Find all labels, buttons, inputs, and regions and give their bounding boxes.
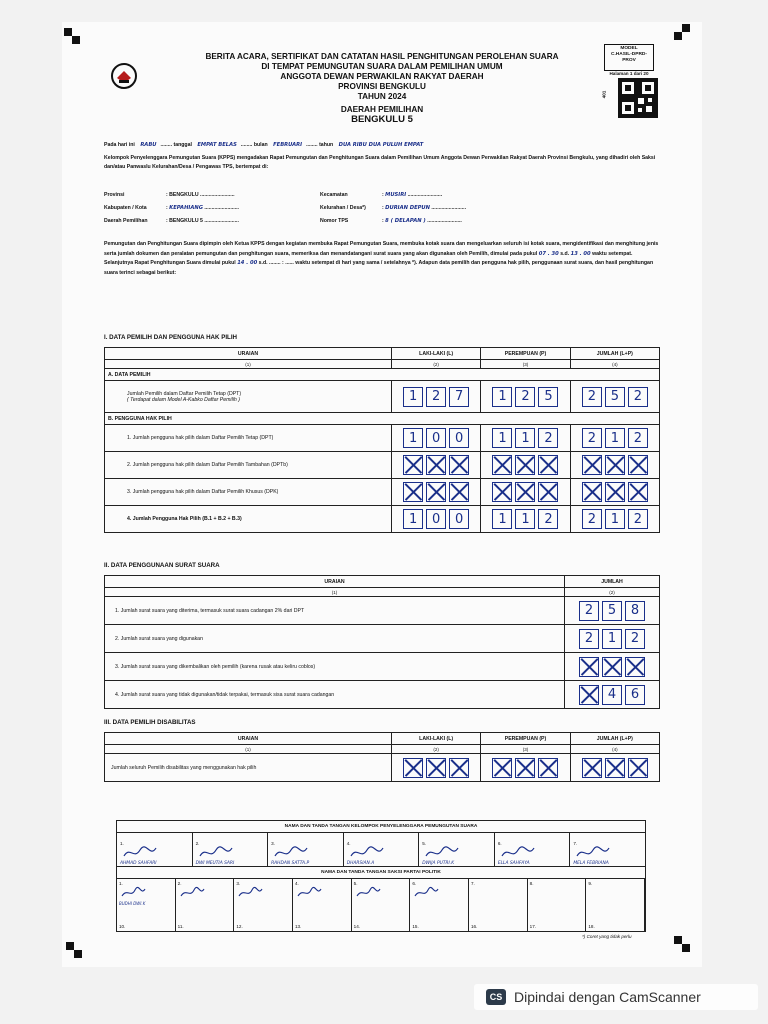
- saksi-number: 2.: [177, 881, 182, 886]
- digit-boxes: [395, 482, 477, 502]
- digit-box: 5: [538, 387, 558, 407]
- crossed-box: [426, 758, 446, 778]
- digit-boxes: [574, 455, 656, 475]
- kpps-signature-cell: 6. ELLA SAHFAYA: [494, 833, 570, 867]
- tps-value: 8 ( DELAPAN ): [385, 218, 426, 224]
- title-line-2: DI TEMPAT PEMUNGUTAN SUARA DALAM PEMILIHAN UMUM: [261, 62, 503, 71]
- saksi-number: 10.: [119, 924, 126, 929]
- group-a-label: A. DATA PEMILIH: [105, 369, 660, 381]
- saksi-number: 18.: [588, 924, 595, 929]
- dapil-heading: DAERAH PEMILIHAN: [340, 105, 424, 114]
- paragraph-mid-2: s.d. ........ : ......: [258, 260, 294, 266]
- saksi-signature-cell: [586, 879, 645, 931]
- col-jumlah: JUMLAH (L+P): [570, 348, 659, 360]
- section-1-title: I. DATA PEMILIH DAN PENGGUNA HAK PILIH: [104, 334, 238, 341]
- year-value: DUA RIBU DUA PULUH EMPAT: [338, 142, 424, 148]
- digit-boxes: [484, 482, 566, 502]
- digit-box: 2: [579, 629, 599, 649]
- digit-box: 2: [426, 387, 446, 407]
- digit-box: 4: [602, 685, 622, 705]
- digit-box: 1: [492, 509, 512, 529]
- col-num: (2): [565, 588, 660, 597]
- saksi-number: 17.: [529, 924, 537, 929]
- row-label: 4. Jumlah Pengguna Hak Pilih (B.1 + B.2 + B.3): [105, 506, 392, 533]
- digit-box: 2: [538, 509, 558, 529]
- kpps-signature-cell: 7. MELA FEBRIANA: [570, 833, 646, 867]
- crossed-box: [628, 758, 648, 778]
- corner-mark: [682, 24, 690, 32]
- saksi-grid: [117, 879, 646, 932]
- digit-boxes: [574, 758, 656, 778]
- crossed-box: [579, 685, 599, 705]
- digit-box: 1: [515, 509, 535, 529]
- digit-box: 2: [515, 387, 535, 407]
- col-num: (3): [481, 360, 570, 369]
- provinsi-label: Provinsi: [104, 192, 125, 198]
- title-line-4: PROVINSI BENGKULU: [338, 82, 426, 91]
- title-line-3: ANGGOTA DEWAN PERWAKILAN RAKYAT DAERAH: [280, 72, 484, 81]
- section-2-title: II. DATA PENGGUNAAN SURAT SUARA: [104, 562, 220, 569]
- crossed-box: [426, 482, 446, 502]
- dapil-label: Daerah Pemilihan: [104, 218, 148, 224]
- intro-text: Kelompok Penyelenggara Pemungutan Suara (KPPS) mengadakan Rapat Pemungutan dan Penghitungan Suara dalam Pemilihan Umum Anggota Dewan Perwakilan Rakyat Daerah Provinsi Bengkulu, yang dihadiri oleh Saksi dan/atau Panwaslu Kelurahan/Desa / Pengawas TPS, bertempat di:: [104, 155, 656, 170]
- procedure-paragraph: [104, 240, 664, 278]
- digit-boxes: [574, 428, 656, 448]
- disability-table: [104, 732, 660, 782]
- footnote: *) Coret yang tidak perlu: [582, 934, 632, 939]
- corner-mark: [74, 950, 82, 958]
- row-label: 3. Jumlah pengguna hak pilih dalam Daftar Pemilih Khusus (DPK): [105, 479, 392, 506]
- digit-boxes: [568, 601, 656, 621]
- digit-boxes: [395, 509, 477, 529]
- model-code: C.HASIL-DPRD-PROV: [611, 52, 647, 63]
- crossed-box: [426, 455, 446, 475]
- corner-mark: [674, 32, 682, 40]
- table-row: [105, 479, 660, 506]
- kpps-signature-title: NAMA DAN TANDA TANGAN KELOMPOK PENYELENGGARA PEMUNGUTAN SUARA: [117, 821, 646, 833]
- kpps-member-name: AHMAD SAHFARI: [120, 861, 157, 866]
- digit-boxes: [484, 509, 566, 529]
- kelurahan-label: Kelurahan / Desa*): [320, 205, 366, 211]
- signature-icon: [347, 846, 387, 860]
- saksi-number: 5.: [353, 881, 358, 886]
- col-jumlah: JUMLAH (L+P): [570, 733, 659, 745]
- saksi-signature-cell: [469, 879, 528, 931]
- crossed-box: [538, 482, 558, 502]
- day-value: RABU: [140, 142, 157, 148]
- crossed-box: [449, 455, 469, 475]
- digit-box: 1: [602, 629, 622, 649]
- saksi-signature-cell: [176, 879, 235, 931]
- digit-box: 2: [628, 428, 648, 448]
- kpps-signature-cell: 5. DWIJA PUTRI.K: [419, 833, 495, 867]
- crossed-box: [605, 455, 625, 475]
- digit-boxes: [574, 387, 656, 407]
- section-3-title: III. DATA PEMILIH DISABILITAS: [104, 719, 196, 726]
- signature-icon: [573, 846, 613, 860]
- digit-boxes: [395, 387, 477, 407]
- col-num: (4): [570, 360, 659, 369]
- year-label: tahun: [319, 142, 334, 148]
- saksi-number: 3.: [236, 881, 241, 886]
- digit-box: 1: [403, 509, 423, 529]
- col-num: (4): [570, 745, 659, 754]
- digit-box: 1: [492, 387, 512, 407]
- crossed-box: [538, 758, 558, 778]
- crossed-box: [515, 482, 535, 502]
- digit-boxes: [574, 509, 656, 529]
- crossed-box: [628, 482, 648, 502]
- table-row: [105, 754, 660, 782]
- time-end: 13 . 00: [570, 250, 591, 257]
- kpps-member-name: ELLA SAHFAYA: [497, 861, 530, 866]
- digit-box: 0: [449, 428, 469, 448]
- kpps-signature-cell: 3. RAHDAN SATTA.P: [268, 833, 344, 867]
- form-page: [62, 22, 702, 967]
- digit-boxes: [568, 629, 656, 649]
- dpt-label-main: Jumlah Pemilih dalam Daftar Pemilih Tetap (DPT): [127, 390, 242, 397]
- table-row: [105, 425, 660, 452]
- digit-box: 1: [605, 428, 625, 448]
- saksi-number: 4.: [295, 881, 299, 886]
- crossed-box: [492, 758, 512, 778]
- date-value: EMPAT BELAS: [197, 142, 237, 148]
- saksi-signature-cell: [410, 879, 469, 931]
- location-left: Provinsi : BENGKULU ........................ Kabupaten / Kota : KEPAHIANG ........................ Daerah Pemilihan : BENGKULU 5 ........................: [104, 189, 239, 228]
- dapil-field-value: BENGKULU 5: [169, 218, 203, 224]
- group-b-label: B. PENGGUNA HAK PILIH: [105, 413, 660, 425]
- digit-box: 2: [625, 629, 645, 649]
- kelurahan-value: DURIAN DEPUN: [385, 205, 430, 211]
- crossed-box: [403, 482, 423, 502]
- provinsi-value: BENGKULU: [169, 192, 199, 198]
- crossed-box: [449, 758, 469, 778]
- table-row: [105, 625, 660, 653]
- row-label: Jumlah seluruh Pemilih disabilitas yang menggunakan hak pilih: [105, 754, 392, 782]
- row-label: 4. Jumlah surat suara yang tidak digunakan/tidak terpakai, termasuk sisa surat suara cadangan: [105, 681, 565, 709]
- camscanner-watermark: [474, 984, 758, 1010]
- crossed-box: [582, 482, 602, 502]
- paragraph-text-1: Pemungutan dan Penghitungan Suara dipimpin oleh Ketua KPPS dengan kegiatan membuka Rapat Pemungutan Suara, membuka kotak suara dan mengeluarkan seluruh isi kotak suara, mengidentifikasi dan menghitung jenis serta jumlah dokumen dan peralatan pemungutan dan penghitungan suara, memeriksa dan menandatangani surat suara yang akan digunakan oleh Pemilih, dimulai pada pukul: [104, 241, 659, 257]
- day-label: Pada hari ini: [104, 142, 135, 148]
- saksi-signature-cell: [293, 879, 352, 931]
- saksi-number: 15.: [412, 924, 419, 929]
- model-label: MODEL: [620, 46, 638, 51]
- camscanner-logo-icon: CS: [486, 989, 506, 1005]
- digit-box: 1: [492, 428, 512, 448]
- saksi-signature-cell: [352, 879, 411, 931]
- row-label: 2. Jumlah surat suara yang digunakan: [105, 625, 565, 653]
- col-uraian: URAIAN: [105, 733, 392, 745]
- digit-boxes: [568, 685, 656, 705]
- digit-box: 0: [426, 509, 446, 529]
- col-perempuan: PEREMPUAN (P): [481, 733, 570, 745]
- time-count-start: 14 . 00: [237, 260, 258, 266]
- digit-boxes: [395, 455, 477, 475]
- digit-boxes: [395, 758, 477, 778]
- crossed-box: [625, 657, 645, 677]
- title-line-1: BERITA ACARA, SERTIFIKAT DAN CATATAN HASIL PENGHITUNGAN PEROLEHAN SUARA: [205, 52, 559, 61]
- crossed-box: [515, 455, 535, 475]
- col-jumlah: JUMLAH: [565, 576, 660, 588]
- saksi-number: 11.: [177, 924, 184, 929]
- kpps-member-name: MELA FEBRIANA: [573, 861, 609, 866]
- crossed-box: [582, 758, 602, 778]
- digit-box: 1: [403, 428, 423, 448]
- signature-icon: [178, 886, 206, 900]
- saksi-name: BUDHI DWI.K: [119, 901, 146, 906]
- kabupaten-value: KEPAHIANG: [169, 205, 203, 211]
- crossed-box: [403, 455, 423, 475]
- date-label: tanggal: [173, 142, 192, 148]
- col-perempuan: PEREMPUAN (P): [481, 348, 570, 360]
- table-row: [105, 597, 660, 625]
- voter-data-table: [104, 347, 660, 533]
- crossed-box: [605, 482, 625, 502]
- signature-table: [116, 820, 646, 932]
- corner-mark: [72, 36, 80, 44]
- sd-label: s.d.: [560, 250, 570, 257]
- dpt-label-sub: ( Terdapat dalam Model A-Kabko Daftar Pemilih ): [127, 396, 240, 403]
- digit-box: 8: [625, 601, 645, 621]
- month-label: bulan: [253, 142, 268, 148]
- kpps-member-name: DWIJA PUTRI.K: [422, 861, 455, 866]
- digit-box: 2: [538, 428, 558, 448]
- saksi-number: 6.: [412, 881, 417, 886]
- kpps-member-name: RAHDAN SATTA.P: [271, 861, 310, 866]
- digit-boxes: [484, 758, 566, 778]
- digit-box: 2: [582, 387, 602, 407]
- table-row: [105, 381, 660, 413]
- saksi-number: 12.: [236, 924, 243, 929]
- corner-mark: [682, 944, 690, 952]
- kecamatan-value: MUSIRI: [385, 192, 407, 198]
- corner-mark: [674, 936, 682, 944]
- signature-icon: [422, 846, 462, 860]
- form-code-number: 401: [601, 90, 607, 99]
- digit-box: 2: [582, 509, 602, 529]
- signature-icon: [295, 886, 323, 900]
- corner-mark: [64, 28, 72, 36]
- table-row: [105, 681, 660, 709]
- corner-mark: [66, 942, 74, 950]
- col-num: (2): [392, 745, 481, 754]
- saksi-number: 1.: [119, 881, 123, 886]
- row-label: 2. Jumlah pengguna hak pilih dalam Daftar Pemilih Tambahan (DPTb): [105, 452, 392, 479]
- saksi-number: 14.: [353, 924, 361, 929]
- signature-icon: [271, 846, 311, 860]
- digit-boxes: [395, 428, 477, 448]
- digit-boxes: [484, 455, 566, 475]
- page-indicator: Halaman 1 dari 20: [609, 71, 649, 76]
- digit-box: 6: [625, 685, 645, 705]
- digit-boxes: [568, 657, 656, 677]
- paragraph-end-1: waktu setempat.: [592, 250, 633, 257]
- saksi-number: 13.: [295, 924, 302, 929]
- col-num: (1): [105, 588, 565, 597]
- col-laki: LAKI-LAKI (L): [392, 348, 481, 360]
- col-uraian: URAIAN: [105, 348, 392, 360]
- col-uraian: URAIAN: [105, 576, 565, 588]
- dapil-value: BENGKULU 5: [351, 114, 413, 125]
- saksi-signature-cell: [234, 879, 293, 931]
- row-label: 3. Jumlah surat suara yang dikembalikan oleh pemilih (karena rusak atau keliru coblos): [105, 653, 565, 681]
- crossed-box: [449, 482, 469, 502]
- digit-boxes: [574, 482, 656, 502]
- digit-box: 7: [449, 387, 469, 407]
- table-row: [105, 506, 660, 533]
- digit-box: 5: [602, 601, 622, 621]
- kpps-member-name: DWI MEUTIA SARI: [195, 861, 235, 866]
- digit-box: 2: [582, 428, 602, 448]
- paragraph-text-2: Selanjutnya Rapat Penghitungan Suara dimulai pukul: [104, 260, 236, 266]
- saksi-signature-cell: [528, 879, 587, 931]
- kpps-member-name: DHARSIAN.A: [346, 861, 375, 866]
- crossed-box: [605, 758, 625, 778]
- dpt-l-cell: [392, 381, 481, 413]
- dpt-j-cell: [570, 381, 659, 413]
- crossed-box: [515, 758, 535, 778]
- kpps-signature-cell: 2. DWI MEUTIA SARI: [192, 833, 268, 867]
- row-label: 1. Jumlah pengguna hak pilih dalam Daftar Pemilih Tetap (DPT): [105, 425, 392, 452]
- paragraph-end-2: waktu setempat di hari yang sama / setelahnya *). Adapun data pemilih dan pengguna hak pilih, penggunaan surat suara, dan hasil penghitungan suara terinci sebagai berikut:: [104, 260, 654, 276]
- digit-box: 1: [403, 387, 423, 407]
- title-line-5: TAHUN 2024: [357, 92, 407, 101]
- watermark-text: Dipindai dengan CamScanner: [514, 989, 701, 1005]
- digit-box: 0: [426, 428, 446, 448]
- ballot-usage-table: [104, 575, 660, 709]
- col-num: (2): [392, 360, 481, 369]
- digit-boxes: [484, 428, 566, 448]
- kabupaten-label: Kabupaten / Kota: [104, 205, 147, 211]
- signature-icon: [120, 846, 160, 860]
- table-row: [105, 653, 660, 681]
- saksi-number: 7.: [471, 881, 475, 886]
- signature-icon: [196, 846, 236, 860]
- digit-box: 2: [628, 387, 648, 407]
- saksi-number: 16.: [471, 924, 478, 929]
- crossed-box: [492, 455, 512, 475]
- intro-date-line: Pada hari ini RABU ........ tanggal EMPAT BELAS ........ bulan FEBRUARI ........ tahun DUA RIBU DUA PULUH EMPAT: [104, 142, 424, 148]
- model-box: [604, 44, 654, 71]
- dpt-p-cell: [481, 381, 570, 413]
- crossed-box: [602, 657, 622, 677]
- dpt-label: [105, 381, 392, 413]
- row-label: 1. Jumlah surat suara yang diterima, termasuk surat suara cadangan 2% dari DPT: [105, 597, 565, 625]
- crossed-box: [492, 482, 512, 502]
- kpps-signature-cell: 1. AHMAD SAHFARI: [117, 833, 193, 867]
- time-start: 07 . 30: [538, 250, 559, 257]
- signature-icon: [498, 846, 538, 860]
- kpps-signature-cell: 4. DHARSIAN.A: [343, 833, 419, 867]
- saksi-number: 8.: [529, 881, 534, 886]
- signature-icon: [354, 886, 382, 900]
- digit-boxes: [484, 387, 566, 407]
- col-laki: LAKI-LAKI (L): [392, 733, 481, 745]
- crossed-box: [579, 657, 599, 677]
- digit-box: 1: [605, 509, 625, 529]
- digit-box: 2: [579, 601, 599, 621]
- col-num: (1): [105, 360, 392, 369]
- table-row: [105, 452, 660, 479]
- kecamatan-label: Kecamatan: [320, 192, 348, 198]
- digit-box: 1: [515, 428, 535, 448]
- crossed-box: [403, 758, 423, 778]
- saksi-signature-title: NAMA DAN TANDA TANGAN SAKSI PARTAI POLITIK: [117, 867, 646, 879]
- digit-box: 0: [449, 509, 469, 529]
- crossed-box: [582, 455, 602, 475]
- col-num: (3): [481, 745, 570, 754]
- saksi-number: 9.: [588, 881, 593, 886]
- signature-icon: [412, 886, 440, 900]
- digit-box: 2: [628, 509, 648, 529]
- location-right: Kecamatan : MUSIRI ........................ Kelurahan / Desa*) : DURIAN DEPUN ........................ Nomor TPS : 8 ( DELAPAN ) ........................: [320, 189, 466, 228]
- qr-code-icon: [618, 78, 658, 118]
- signature-icon: [119, 886, 147, 900]
- crossed-box: [538, 455, 558, 475]
- signature-icon: [236, 886, 264, 900]
- digit-box: 5: [605, 387, 625, 407]
- tps-label: Nomor TPS: [320, 218, 349, 224]
- col-num: (1): [105, 745, 392, 754]
- crossed-box: [628, 455, 648, 475]
- month-value: FEBRUARI: [273, 142, 303, 148]
- saksi-signature-cell: [117, 879, 176, 931]
